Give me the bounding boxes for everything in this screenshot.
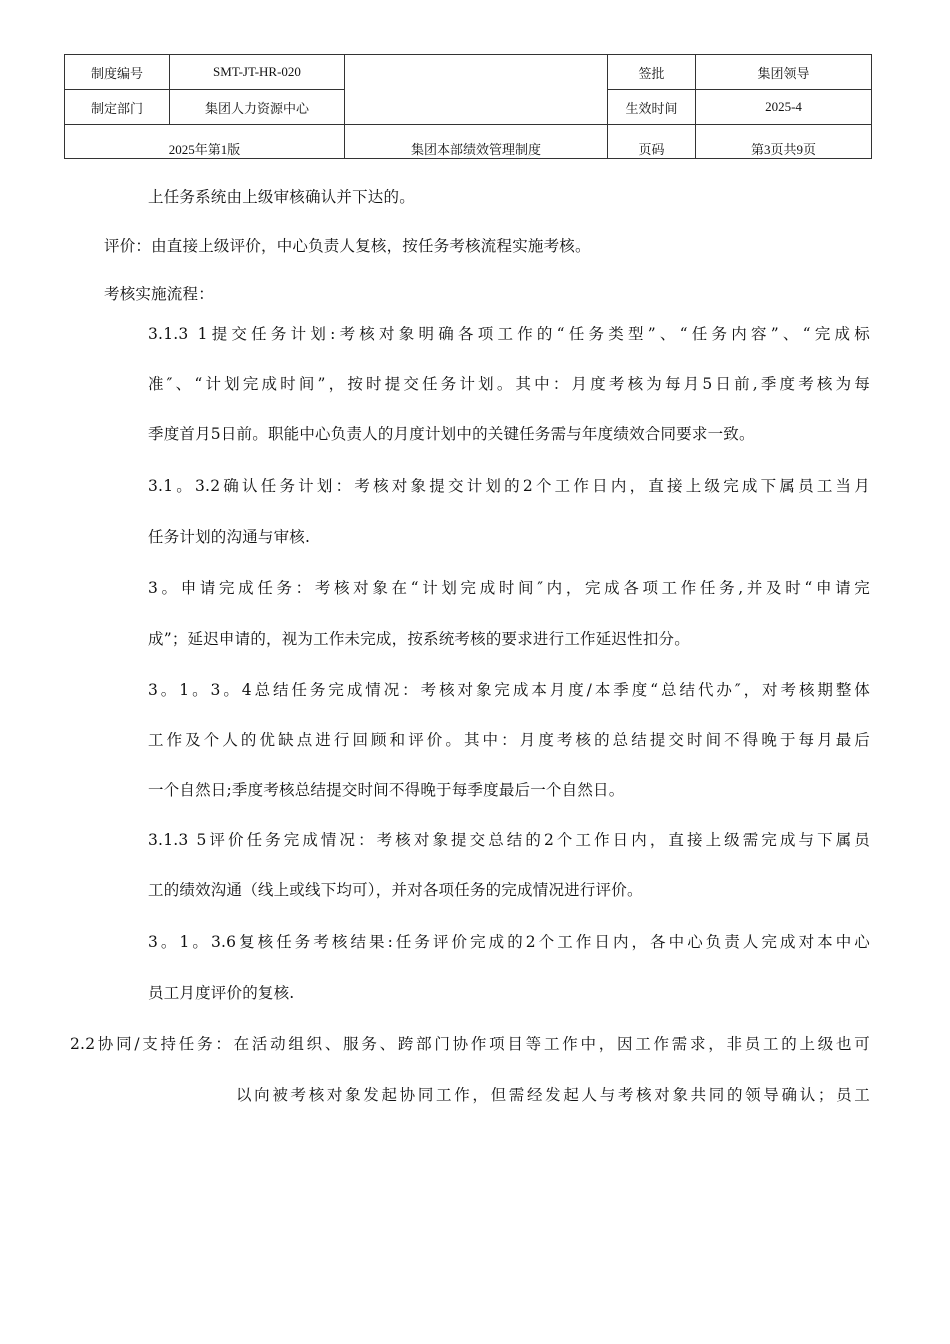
body-line-6: 季度首月5日前。职能中心负责人的月度计划中的关键任务需与年度绩效合同要求一致。	[148, 425, 755, 443]
page-value-cell	[696, 125, 872, 159]
page-label-cell	[608, 125, 696, 159]
version-text: 2025年第1版	[168, 142, 241, 157]
body-line-17: 员工月度评价的复核.	[148, 984, 295, 1002]
body-line-11: 3。1。3。4总结任务完成情况：考核对象完成本月度/本季度“总结代办″，对考核期整体	[148, 681, 870, 699]
doc-number-label: 制度编号	[65, 55, 170, 90]
body-line-12: 工作及个人的优缺点进行回顾和评价。其中：月度考核的总结提交时间不得晚于每月最后	[148, 731, 870, 749]
body-line-16: 3。1。3.6复核任务考核结果:任务评价完成的2个工作日内，各中心负责人完成对本中心	[148, 933, 870, 951]
body-line-3: 考核实施流程：	[104, 285, 214, 303]
version-cell	[65, 125, 345, 159]
department-label: 制定部门	[65, 90, 170, 125]
body-line-1: 上任务系统由上级审核确认并下达的。	[148, 188, 415, 206]
effective-date-value: 2025-4	[696, 90, 872, 125]
body-line-2: 评价：由直接上级评价，中心负责人复核，按任务考核流程实施考核。	[104, 237, 591, 255]
doc-number-value: SMT-JT-HR-020	[170, 55, 345, 90]
body-line-15: 工的绩效沟通（线上或线下均可），并对各项任务的完成情况进行评价。	[148, 881, 643, 899]
body-line-8: 任务计划的沟通与审核.	[148, 528, 311, 546]
approval-value: 集团领导	[696, 55, 872, 90]
body-line-7: 3.1。3.2确认任务计划：考核对象提交计划的2个工作日内，直接上级完成下属员工当月	[148, 477, 870, 495]
department-value: 集团人力资源中心	[170, 90, 345, 125]
effective-date-label: 生效时间	[608, 90, 696, 125]
page-number: 第3页共9页	[750, 142, 816, 157]
body-line-4: 3.1.3 1提交任务计划:考核对象明确各项工作的“任务类型”、“任务内容”、“完成标	[148, 325, 870, 343]
header-blank-cell	[345, 55, 608, 125]
body-line-18: 2.2协同/支持任务：在活动组织、服务、跨部门协作项目等工作中，因工作需求，非员工的上级也可	[70, 1035, 870, 1053]
body-line-14: 3.1.3 5评价任务完成情况：考核对象提交总结的2个工作日内，直接上级需完成与下属员	[148, 831, 870, 849]
body-line-10: 成”；延迟申请的，视为工作未完成，按系统考核的要求进行工作延迟性扣分。	[148, 630, 690, 648]
body-line-5: 准″、“计划完成时间”，按时提交任务计划。其中：月度考核为每月5日前,季度考核为每	[148, 375, 870, 393]
body-line-19: 以向被考核对象发起协同工作，但需经发起人与考核对象共同的领导确认；员工	[236, 1086, 870, 1104]
body-line-13: 一个自然日;季度考核总结提交时间不得晚于每季度最后一个自然日。	[148, 781, 625, 799]
doc-title-cell	[345, 125, 608, 159]
page-label: 页码	[638, 142, 665, 157]
body-line-9: 3。申请完成任务：考核对象在“计划完成时间″内，完成各项工作任务,并及时“申请完	[148, 579, 870, 597]
doc-title: 集团本部绩效管理制度	[410, 142, 541, 157]
document-header-table	[64, 54, 872, 159]
approval-label: 签批	[608, 55, 696, 90]
